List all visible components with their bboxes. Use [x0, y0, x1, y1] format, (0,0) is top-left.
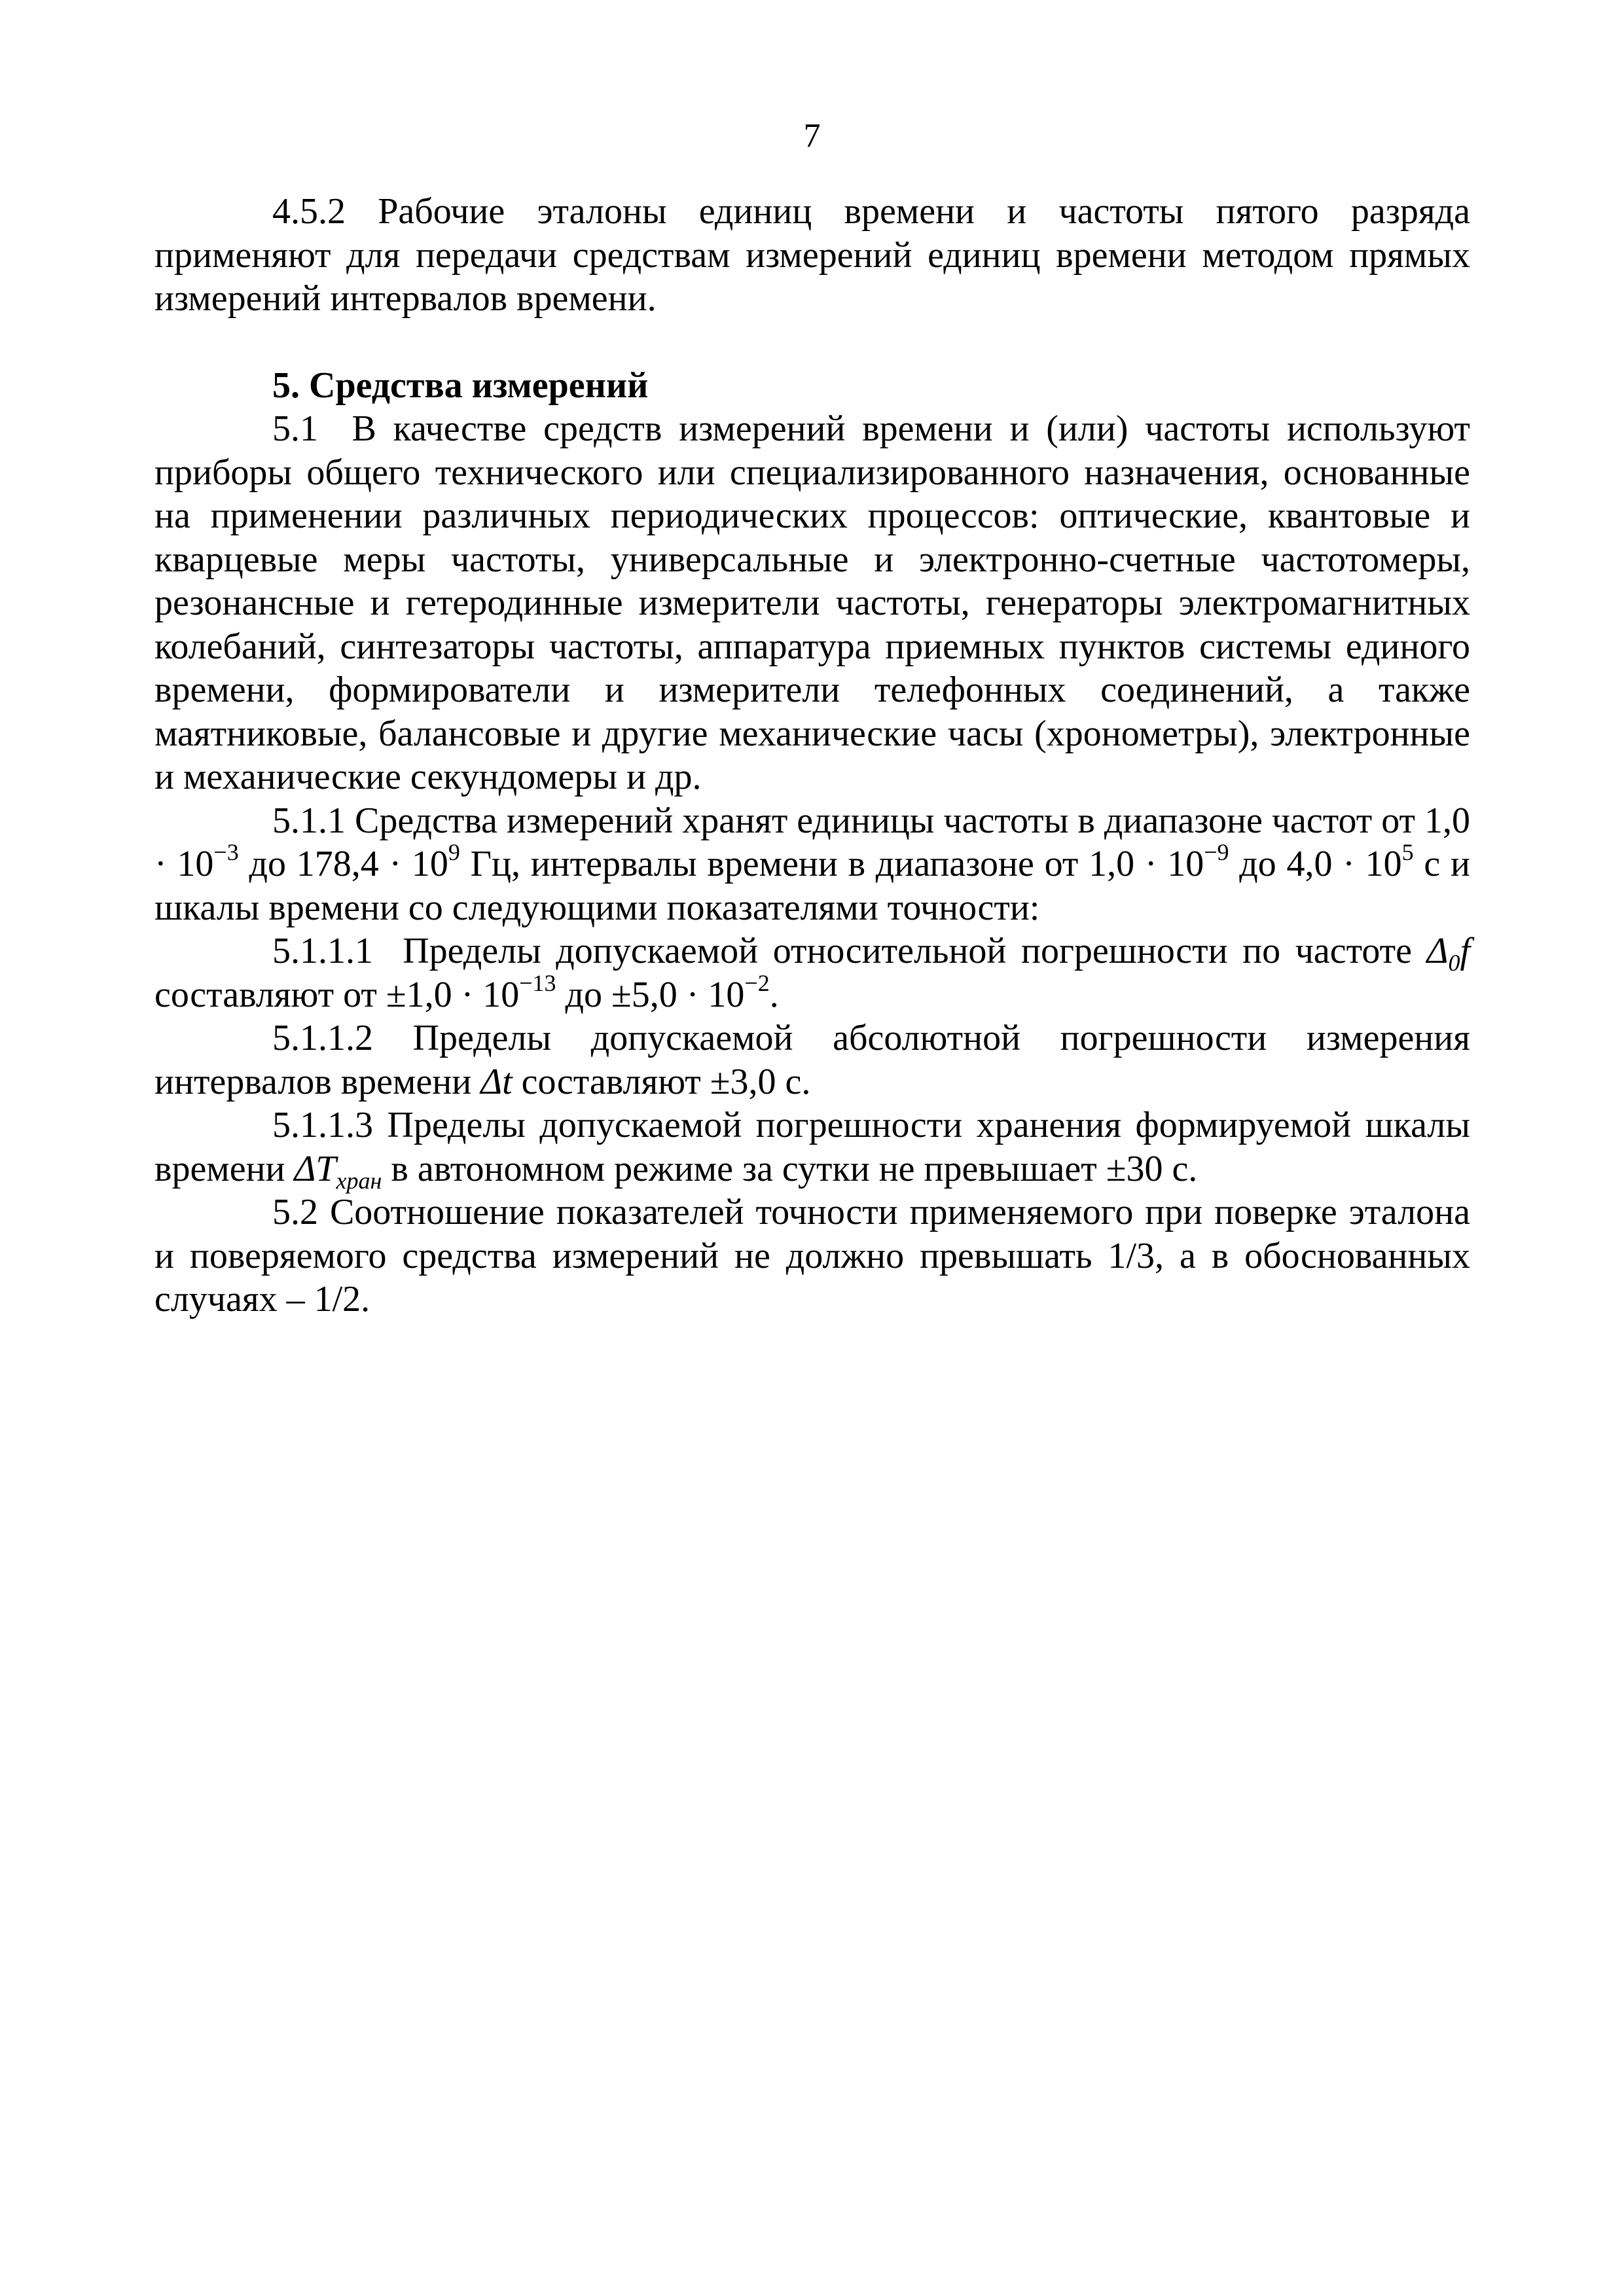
exponent: −3: [213, 839, 239, 866]
math-subscript: 0: [1448, 950, 1460, 977]
text-segment: в автономном режиме за сутки не превышает ±30 с.: [382, 1148, 1198, 1189]
document-body: [154, 190, 1479, 1321]
paragraph-5-1-1-1: [154, 929, 1470, 1016]
paragraph-5-1-1-3: [154, 1103, 1470, 1194]
math-subscript: хран: [336, 1167, 382, 1194]
text-segment: 5.1.1.3 Пределы допускаемой погрешности хранения формируемой шкалы времени: [154, 1105, 1470, 1189]
paragraph-5-1-1-2: [154, 1016, 1470, 1103]
exponent: −13: [519, 969, 556, 996]
paragraph-5-1: 5.1 В качестве средств измерений времени и (или) частоты используют приборы общего технического или специализированного назначения, основанные на применении различных периодических процессов: оптические, квантовые и кварцевые меры частоты, универсальные и электронно-счетные частотомеры, резонансные и гетеродинные измерители частоты, генераторы электромагнитных колебаний, синтезаторы частоты, аппаратура приемных пунктов системы единого времени, формирователи и измерители телефонных соединений, а также маятниковые, балансовые и другие механические часы (хронометры), электронные и механические секундомеры и др.: [154, 408, 1479, 797]
text-segment: составляют ±3,0 с.: [512, 1061, 811, 1102]
paragraph-5-2: 5.2 Соотношение показателей точности применяемого при поверке эталона и поверяемого средства измерений не должно превышать 1/3, а в обоснованных случаях – 1/2.: [154, 1192, 1470, 1319]
exponent: 9: [448, 839, 460, 866]
exponent: −9: [1204, 839, 1229, 866]
paragraph-4-5-2: 4.5.2 Рабочие эталоны единиц времени и частоты пятого разряда применяют для передачи средствам измерений единиц времени методом прямых измерений интервалов времени.: [154, 191, 1470, 319]
text-segment: до 4,0 · 10: [1229, 844, 1402, 884]
text-segment: составляют от ±1,0 · 10: [154, 974, 520, 1015]
exponent: 5: [1401, 839, 1414, 866]
paragraph-5-1-1: [154, 799, 1470, 930]
section-5-heading: 5. Средства измерений: [272, 365, 649, 406]
text-segment: Гц, интервалы времени в диапазоне от 1,0 · 10: [460, 844, 1204, 884]
math-variable: f: [1460, 931, 1470, 971]
math-symbol: Δt: [480, 1061, 513, 1102]
text-segment: до ±5,0 · 10: [556, 974, 745, 1015]
math-symbol: Δ: [1426, 931, 1449, 971]
page-number: 7: [803, 117, 821, 154]
text-segment: 5.1.1.1 Пределы допускаемой относительной погрешности по частоте: [272, 931, 1427, 971]
text-segment: 5.1.1.2 Пределы допускаемой абсолютной погрешности измерения интервалов времени: [154, 1018, 1470, 1102]
text-segment: .: [769, 974, 779, 1015]
text-segment: 5.1.1 Средства измерений хранят единицы частоты в диапазоне частот от 1,0 · 10: [154, 800, 1470, 884]
math-symbol: ΔT: [294, 1148, 336, 1189]
text-segment: с и шкалы времени со следующими показателями точности:: [154, 844, 1470, 928]
text-segment: до 178,4 · 10: [238, 844, 448, 884]
exponent: −2: [744, 969, 770, 996]
